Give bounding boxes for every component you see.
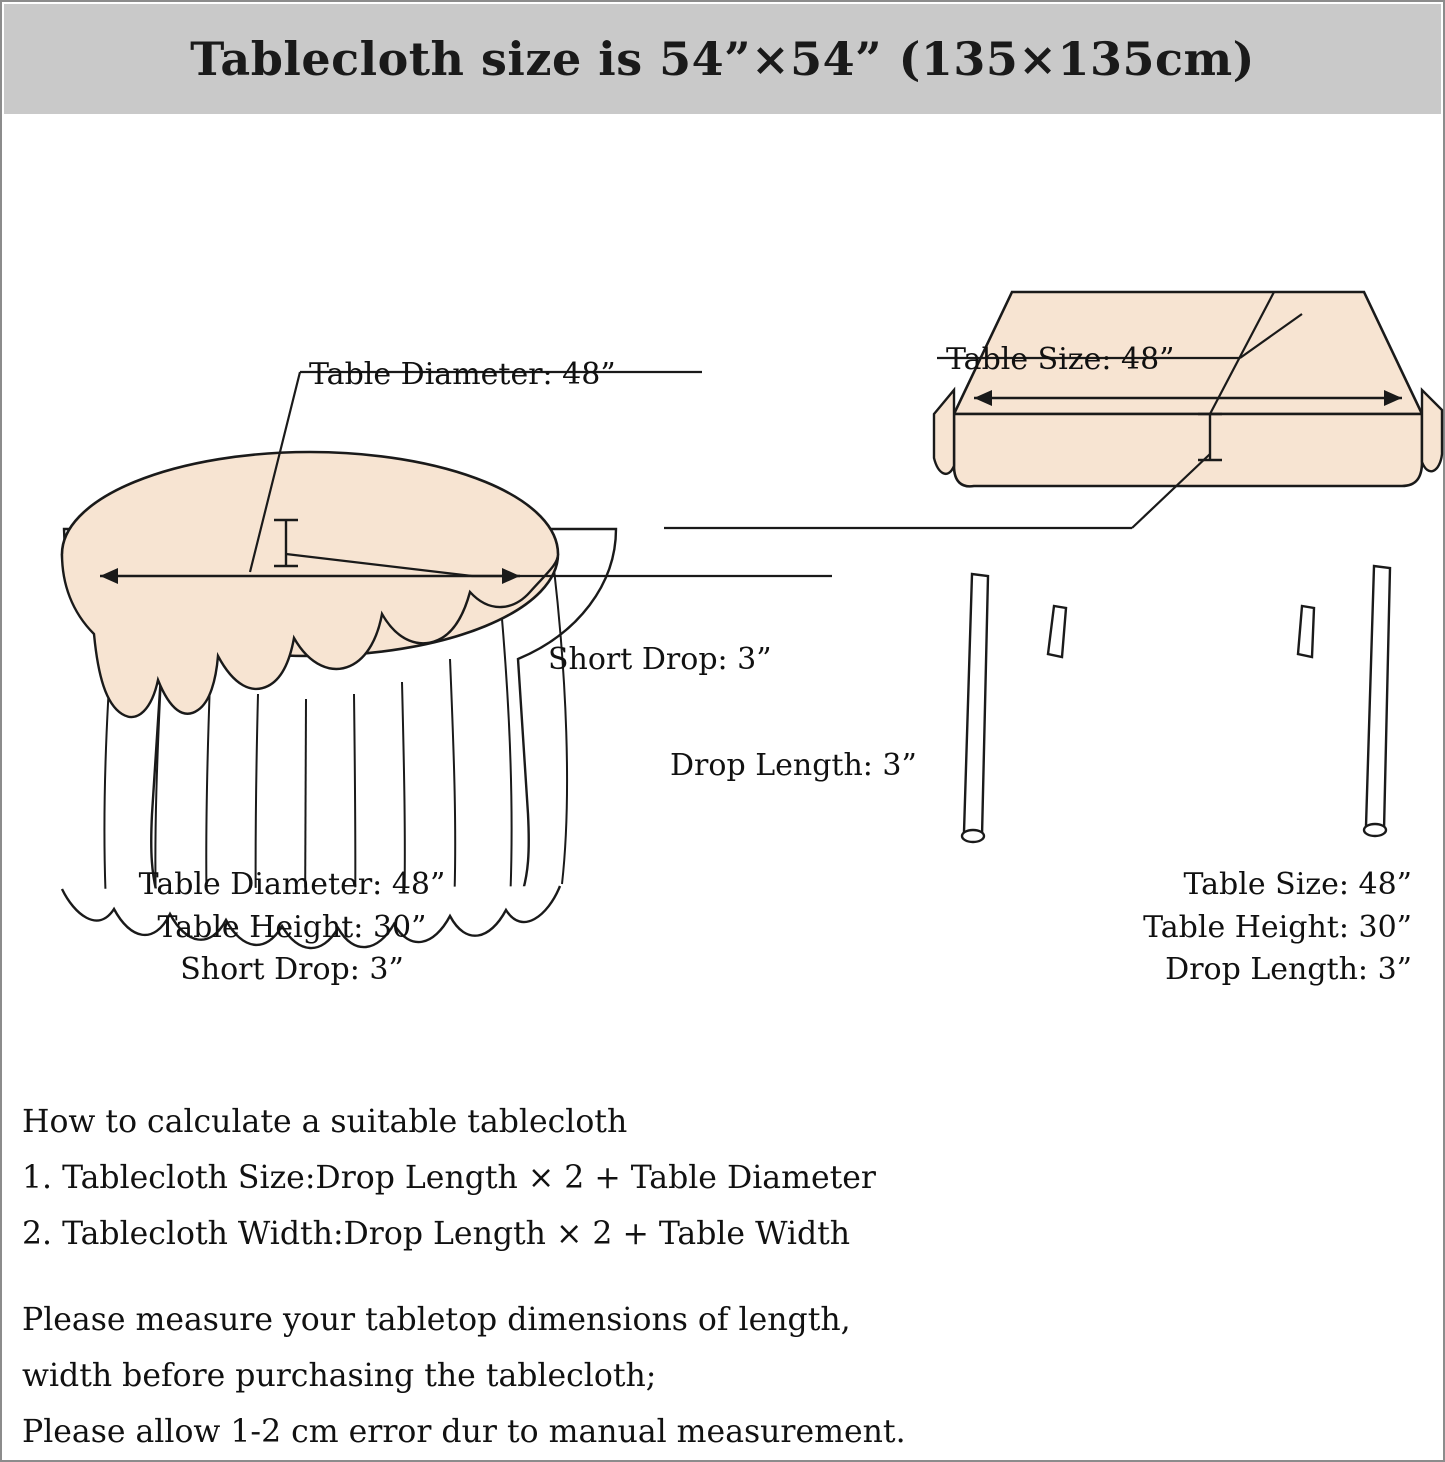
left-caption-line-3: Short Drop: 3” — [180, 952, 404, 988]
callout-table-size: Table Size: 48” — [946, 342, 1175, 377]
callout-drop-length: Drop Length: 3” — [670, 748, 917, 783]
right-caption-line-1: Table Size: 48” — [1183, 867, 1412, 902]
callout-table-diameter: Table Diameter: 48” — [309, 357, 616, 392]
instructions-heading: How to calculate a suitable tablecloth — [22, 1104, 628, 1140]
instructions-item-1: 1. Tablecloth Size:Drop Length × 2 + Table Diameter — [22, 1160, 876, 1197]
left-caption-block — [32, 864, 552, 992]
left-caption-line-1: Table Diameter: 48” — [138, 867, 446, 902]
right-caption-line-2: Table Height: 30” — [1143, 909, 1412, 945]
left-caption-line-2: Table Height: 30” — [157, 909, 427, 945]
page-title: Tablecloth size is 54”×54” (135×135cm) — [190, 32, 1255, 86]
callout-short-drop: Short Drop: 3” — [548, 642, 772, 677]
note-line-1: Please measure your tabletop dimensions of length, — [22, 1302, 851, 1339]
right-caption-line-3: Drop Length: 3” — [1165, 952, 1412, 988]
instructions-block — [22, 1094, 1422, 1460]
right-caption-block — [912, 864, 1412, 992]
text-spacer — [22, 1262, 1422, 1292]
note-line-2: width before purchasing the tablecloth; — [22, 1358, 657, 1395]
instructions-item-2: 2. Tablecloth Width:Drop Length × 2 + Table Width — [22, 1216, 851, 1253]
note-line-3: Please allow 1-2 cm error dur to manual measurement. — [22, 1414, 906, 1451]
header-banner — [4, 4, 1441, 114]
